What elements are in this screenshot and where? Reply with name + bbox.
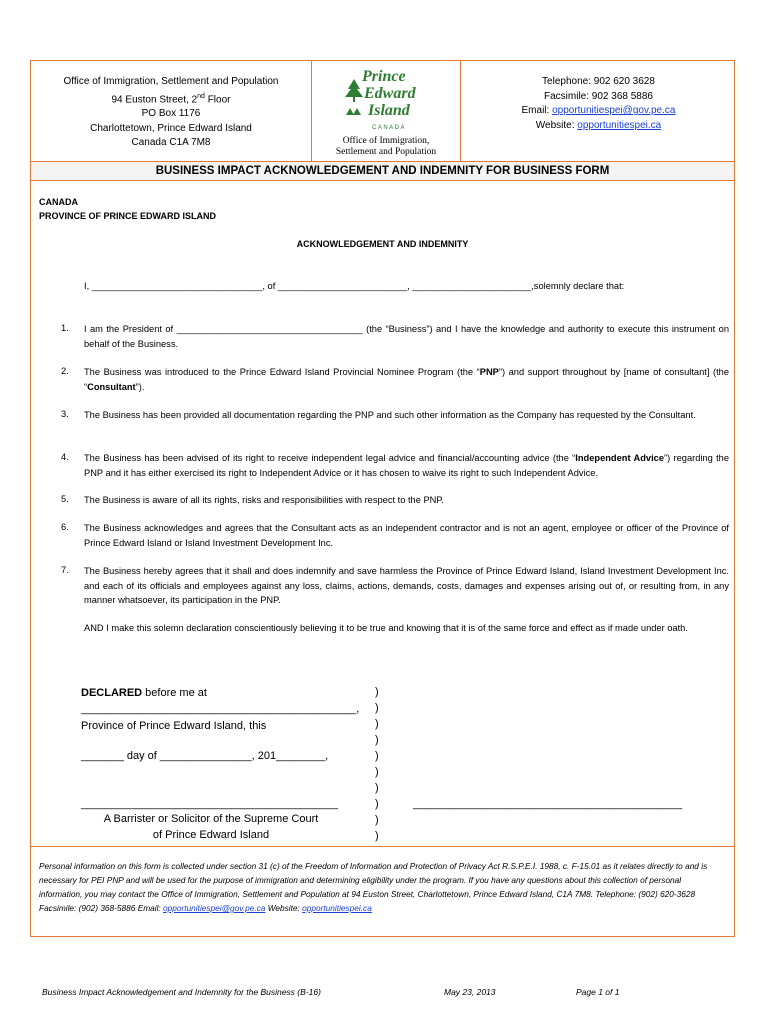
item-number: 6.: [61, 522, 69, 532]
barrister-label-1: A Barrister or Solicitor of the Supreme Court: [103, 813, 319, 825]
office-name: Office of Immigration, Settlement and Population: [335, 136, 437, 157]
form-body: [31, 181, 734, 846]
bracket: ): [375, 750, 379, 762]
bracket: ): [375, 734, 379, 746]
address-line-office: Office of Immigration, Settlement and Population: [63, 76, 279, 87]
bracket: ): [375, 782, 379, 794]
address-line-city: Charlottetown, Prince Edward Island: [90, 122, 252, 134]
bracket: ): [375, 830, 379, 842]
form-header: [31, 61, 734, 161]
contact-info: [460, 61, 736, 161]
declared-line: DECLARED before me at: [81, 687, 207, 699]
barrister-label-2: of Prince Edward Island: [152, 829, 270, 841]
form-title: BUSINESS IMPACT ACKNOWLEDGEMENT AND INDEMNITY FOR BUSINESS FORM: [31, 161, 734, 181]
item-number: 3.: [61, 409, 69, 419]
bracket: ): [375, 686, 379, 698]
website-row: Website: opportunitiespei.ca: [535, 119, 662, 131]
barrister-signature-line[interactable]: __________________________________________: [81, 798, 338, 810]
bracket: ): [375, 798, 379, 810]
footer-date: May 23, 2013: [444, 987, 496, 997]
item-text: The Business has been advised of its right to receive independent legal advice and financial/accounting advice (the “Independent Advice”) regarding the PNP and it has either exercised its right to Independent Advice or it has chosen to waive its right to such Independent Advice.: [84, 453, 730, 478]
item-text: The Business was introduced to the Prince Edward Island Provincial Nominee Program (the “PNP”) and support throughout by [name of consultant] (the “Consultant”).: [84, 367, 730, 392]
telephone: Telephone: 902 620 3628: [542, 76, 655, 87]
logo-word-edward: Edward: [364, 85, 416, 102]
item-number: 2.: [61, 366, 69, 376]
notice-email-link[interactable]: opportunitiespei@gov.pe.ca: [163, 903, 266, 913]
province-line: Province of Prince Edward Island, this: [81, 720, 267, 732]
bracket: ): [375, 702, 379, 714]
pei-tree-logo-icon: [342, 67, 434, 131]
bracket: ): [375, 766, 379, 778]
item-text: The Business has been provided all documentation regarding the PNP and such other information as the Company has requested by the Consultant.: [84, 410, 696, 420]
item-number: 5.: [61, 494, 69, 504]
email-link[interactable]: opportunitiespei@gov.pe.ca: [552, 105, 676, 116]
footer-form-name: Business Impact Acknowledgement and Indemnity for the Business (B-16): [42, 987, 321, 997]
item-text: I am the President of ____________________________________ (the “Business”) and I have the knowledge and authority to execute this instrument on behalf of the Business.: [84, 324, 729, 349]
website-link[interactable]: opportunitiespei.ca: [577, 119, 662, 131]
country-label: CANADA: [39, 197, 78, 207]
logo-word-canada: CANADA: [372, 125, 407, 131]
declared-place-blank[interactable]: _____________________________________________,: [81, 703, 360, 715]
declarant-signature-line[interactable]: ____________________________________________: [413, 798, 683, 810]
logo-block: [312, 61, 460, 161]
item-number: 7.: [61, 565, 69, 575]
item-number: 1.: [61, 323, 69, 333]
solemn-declaration: AND I make this solemn declaration conscientiously believing it to be true and knowing that it is of the same force and effect as if made under oath.: [84, 623, 688, 633]
notice-website-link[interactable]: opportunitiespei.ca: [302, 903, 372, 913]
logo-word-island: Island: [368, 102, 410, 119]
section-heading: ACKNOWLEDGEMENT AND INDEMNITY: [296, 239, 469, 249]
footer-page-number: Page 1 of 1: [576, 987, 620, 997]
form-frame: [30, 60, 735, 937]
day-line[interactable]: _______ day of _______________, 201________,: [81, 750, 329, 762]
province-label: PROVINCE OF PRINCE EDWARD ISLAND: [39, 211, 217, 221]
address-line-pobox: PO Box 1176: [141, 108, 201, 120]
declarant-line[interactable]: I, _________________________________, of _________________________, _______________________,solemnly declare that:: [84, 281, 625, 291]
address-line-postal: Canada C1A 7M8: [131, 137, 211, 149]
facsimile: Facsimile: 902 368 5886: [544, 90, 653, 102]
item-number: 4.: [61, 452, 69, 462]
item-text: The Business acknowledges and agrees that the Consultant acts as an independent contractor and is not an agent, employee or officer of the Province of Prince Edward Island or Island Investment Development Inc.: [84, 523, 729, 548]
item-text: The Business is aware of all its rights, risks and responsibilities with respect to the PNP.: [84, 495, 444, 505]
address-line-street: 94 Euston Street, 2nd Floor: [111, 92, 231, 105]
logo-word-prince: Prince: [362, 68, 406, 85]
office-address: [31, 61, 312, 161]
email-row: Email: opportunitiespei@gov.pe.ca: [521, 105, 676, 116]
bracket: ): [375, 814, 379, 826]
bracket: ): [375, 718, 379, 730]
item-text: The Business hereby agrees that it shall and does indemnify and save harmless the Province of Prince Edward Island, Island Investment Development Inc. and each of its officials and employees against any loss, claims, actions, demands, costs, damages and expenses arising out of, or resulting from, in any manner whatsoever, its participation in the PNP.: [84, 566, 729, 605]
privacy-notice: Personal information on this form is collected under section 31 (c) of the Freedom of Information and Protection of Privacy Act R.S.P.E.I. 1988, c. F-15.01 as it relates directly to and is necessary for PEI PNP and will be used for the purpose of immigration and determining eligibility under the program. If you have any questions about this collection of personal information, you may contact the Office of Immigration, Settlement and Population at 94 Euston Street, Charlottetown, Prince Edward Island, C1A 7M8. Telephone: (902) 620-3628 Facsimile: (902) 368-5886 Email: opportunitiespei@gov.pe.ca Website: opportunitiespei.ca: [31, 846, 734, 938]
